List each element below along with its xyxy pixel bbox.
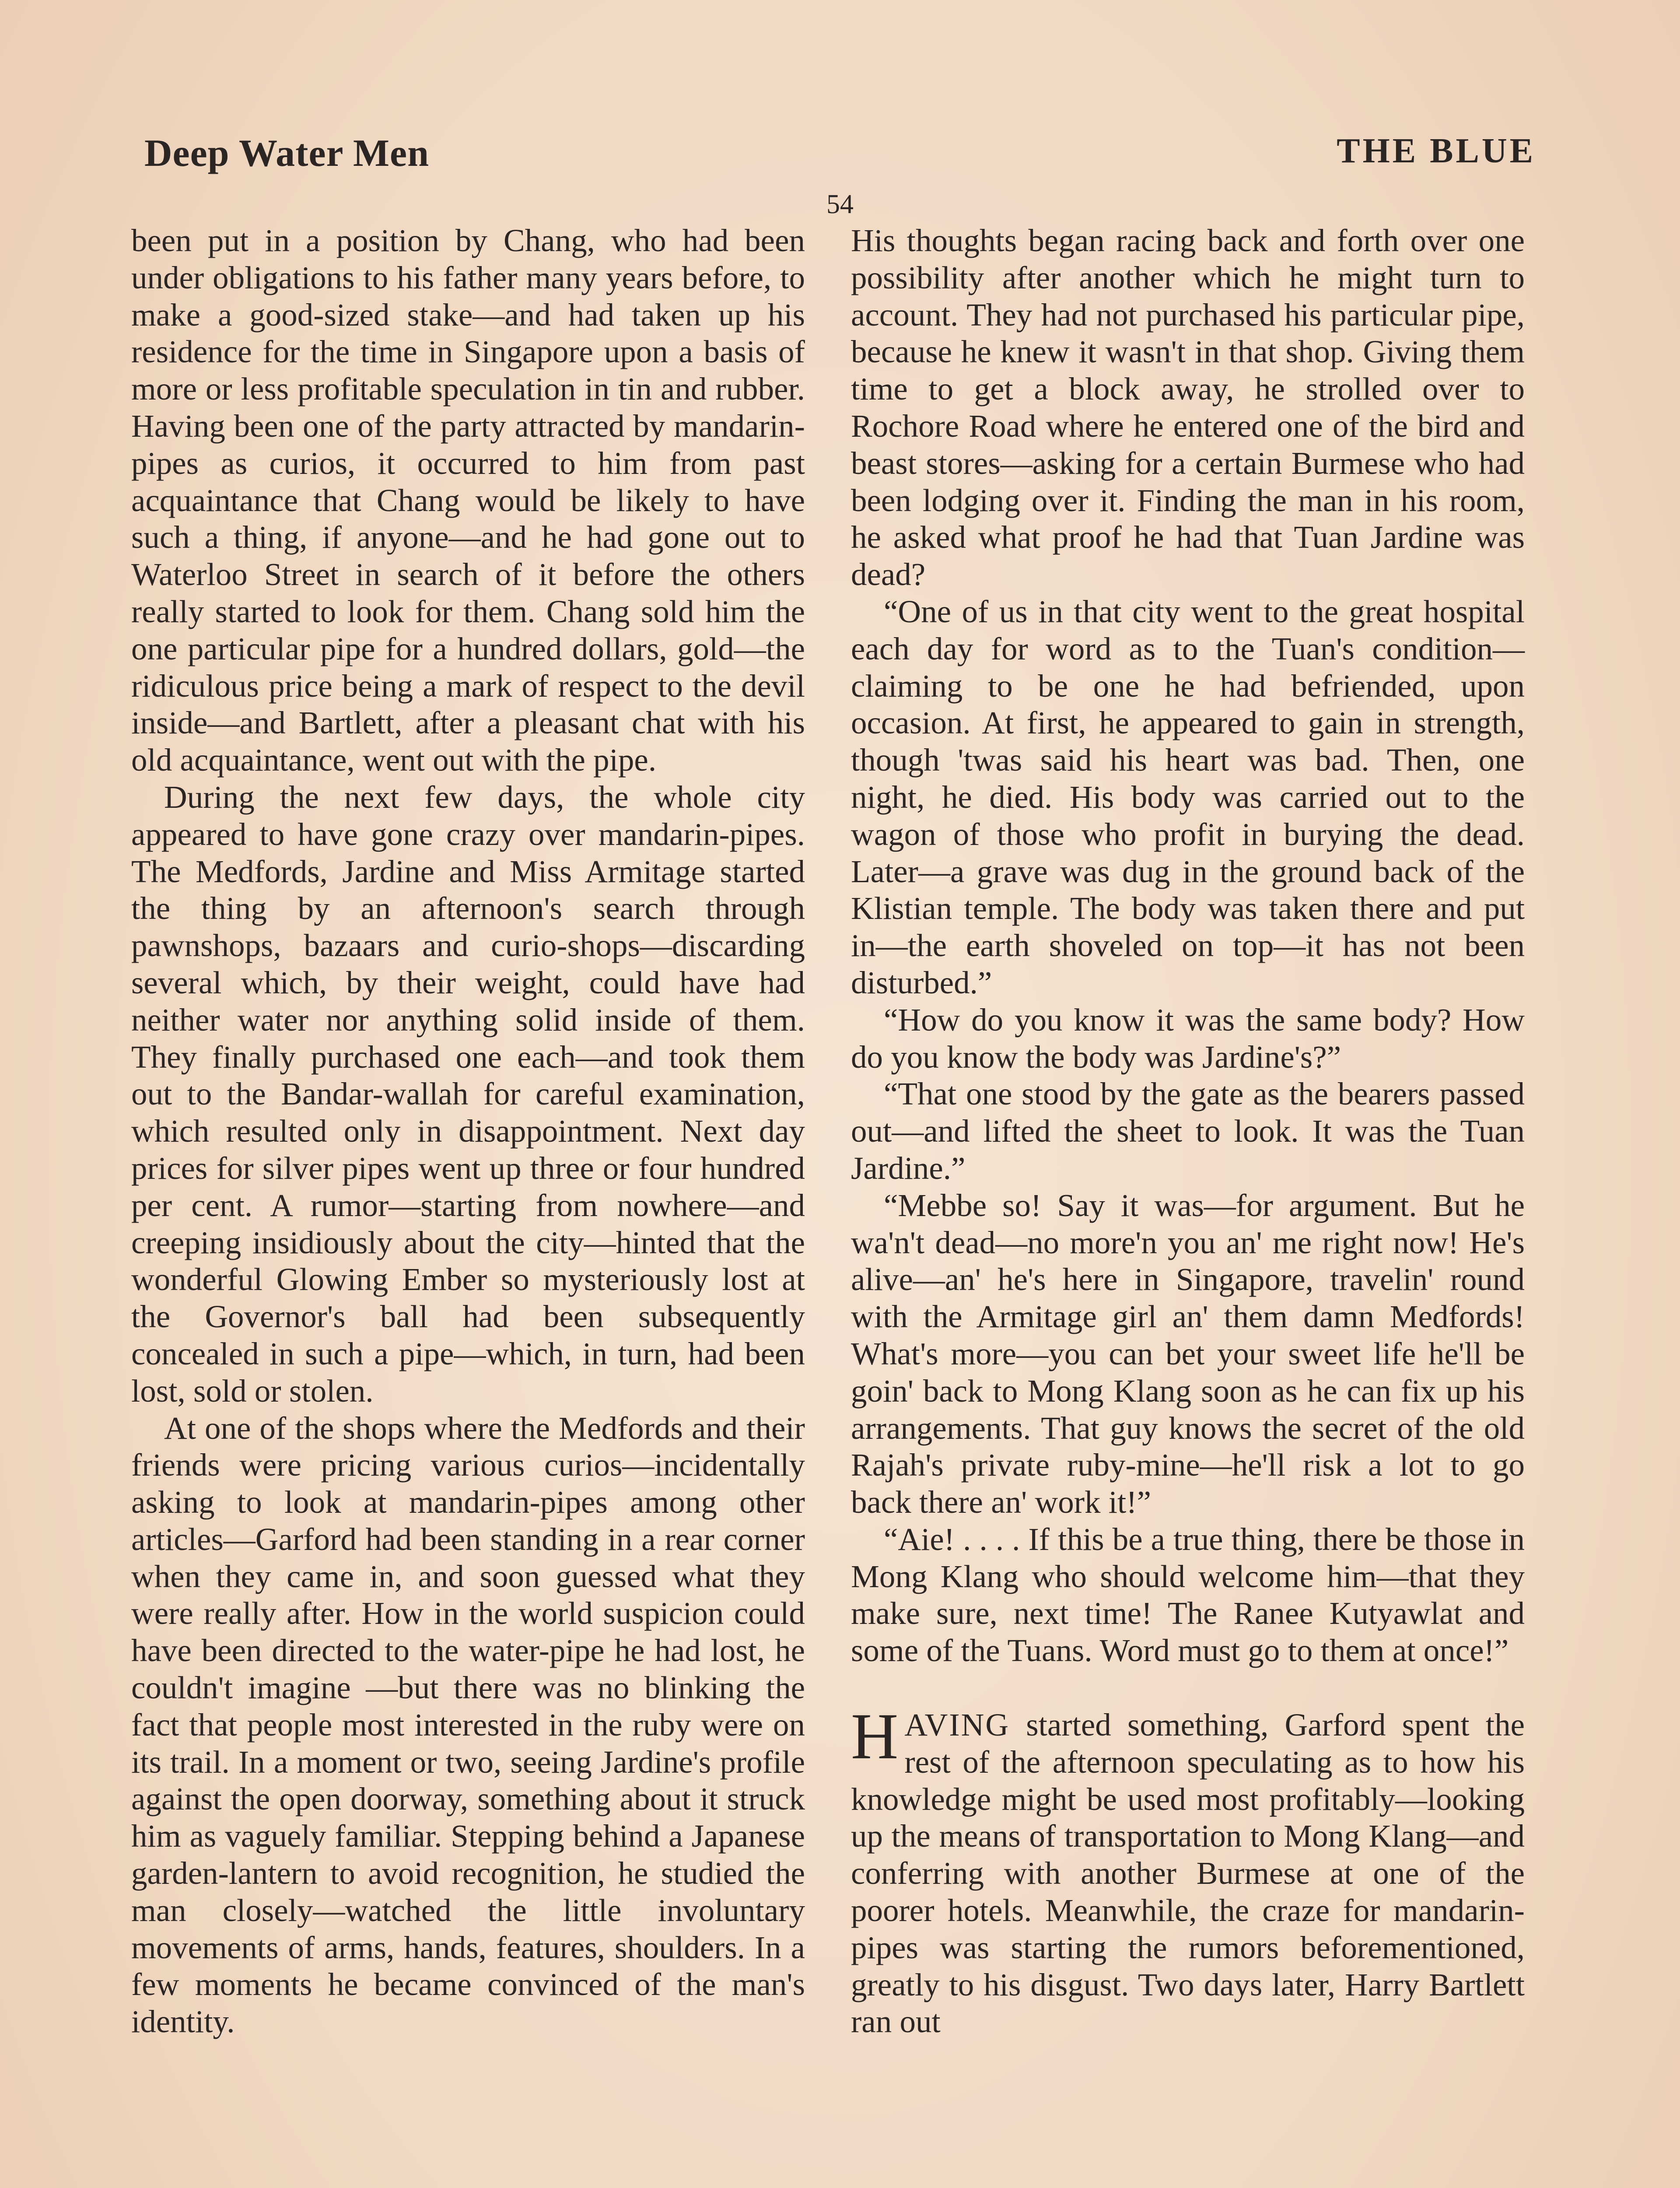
paragraph: “Mebbe so! Say it was—for argument. But he wa'n't dead—no more'n you an' me right now! He's alive—an' he's here in Singapore, travelin' round with the Armitage girl an' them damn Medfords! What's more—you can bet your sweet life he'll be goin' back to Mong Klang soon as he can fix up his arrangements. That guy knows the secret of the old Rajah's private ruby-mine—he'll risk a lot to go back there an' work it!”	[851, 1187, 1525, 1520]
running-head	[144, 131, 1536, 184]
paragraph: His thoughts began racing back and forth over one possibility after another which he might turn to account. They had not purchased his particular pipe, because he knew it wasn't in that shop. Giving them time to get a block away, he strolled over to Rochore Road where he entered one of the bird and beast stores—asking for a certain Burmese who had been lodging over it. Finding the man in his room, he asked what proof he had that Tuan Jardine was dead?	[851, 223, 1525, 593]
paragraph: “That one stood by the gate as the bearers passed out—and lifted the sheet to look. It was the Tuan Jardine.”	[851, 1076, 1525, 1186]
paragraph: During the next few days, the whole city appeared to have gone crazy over mandarin-pipes. The Medfords, Jardine and Miss Armitage started the thing by an afternoon's search through pawnshops, bazaars and curio-shops—discarding several which, by their weight, could have had neither water nor anything solid inside of them. They finally purchased one each—and took them out to the Bandar-wallah for careful examination, which resulted only in disappointment. Next day prices for silver pipes went up three or four hundred per cent. A rumor—starting from nowhere—and creeping insidiously about the city—hinted that the wonderful Glowing Ember so mysteriously lost at the Governor's ball had been subsequently concealed in such a pipe—which, in turn, had been lost, sold or stolen.	[131, 779, 805, 1409]
story-title: Deep Water Men	[144, 132, 430, 175]
small-caps-lead: AVING	[904, 1707, 1010, 1743]
drop-cap: H	[851, 1700, 899, 1773]
magazine-title: THE BLUE	[1337, 132, 1536, 170]
paragraph: “Aie! . . . . If this be a true thing, there be those in Mong Klang who should welcome him—that they make sure, next time! The Ranee Kutyawlat and some of the Tuans. Word must go to them at once!”	[851, 1521, 1525, 1669]
section-text: started something, Garford spent the rest of the afternoon speculating as to how his knowledge might be used most profitably—looking up the means of transportation to Mong Klang—and conferring with another Burmese at one of the poorer hotels. Meanwhile, the craze for mandarin-pipes was starting the rumors beforementioned, greatly to his disgust. Two days later, Harry Bartlett ran out	[851, 1707, 1525, 2040]
paragraph: At one of the shops where the Medfords and their friends were pricing various curios—incidentally asking to look at mandarin-pipes among other articles—Garford had been standing in a rear corner when they came in, and soon guessed what they were really after. How in the world suspicion could have been directed to the water-pipe he had lost, he couldn't imagine —but there was no blinking the fact that people most interested in the ruby were on its trail. In a moment or two, seeing Jardine's profile against the open doorway, something about it struck him as vaguely familiar. Stepping behind a Japanese garden-lantern to avoid recognition, he studied the man closely—watched the little involuntary movements of arms, hands, features, shoulders. In a few moments he became convinced of the man's identity.	[131, 1410, 805, 2040]
left-column	[131, 222, 805, 2041]
page-number: 54	[826, 189, 854, 219]
paragraph: been put in a position by Chang, who had been under obligations to his father many years before, to make a good-sized stake—and had taken up his residence for the time in Singapore upon a basis of more or less profitable speculation in tin and rubber. Having been one of the party attracted by mandarin-pipes as curios, it occurred to him from past acquaintance that Chang would be likely to have such a thing, if anyone—and he had gone out to Waterloo Street in search of it before the others really started to look for them. Chang sold him the one particular pipe for a hundred dollars, gold—the ridiculous price being a mark of respect to the devil inside—and Bartlett, after a pleasant chat with his old acquaintance, went out with the pipe.	[131, 223, 805, 778]
paragraph: “How do you know it was the same body? How do you know the body was Jardine's?”	[851, 1002, 1525, 1075]
right-column	[851, 222, 1525, 2041]
paragraph: “One of us in that city went to the great hospital each day for word as to the Tuan's condition—claiming to be one he had befriended, upon occasion. At first, he appeared to gain in strength, though 'twas said his heart was bad. Then, one night, he died. His body was carried out to the wagon of those who profit in burying the dead. Later—a grave was dug in the ground back of the Klistian temple. The body was taken there and put in—the earth shoveled on top—it has not been disturbed.”	[851, 593, 1525, 1000]
section-opening-paragraph	[851, 1700, 1525, 2041]
